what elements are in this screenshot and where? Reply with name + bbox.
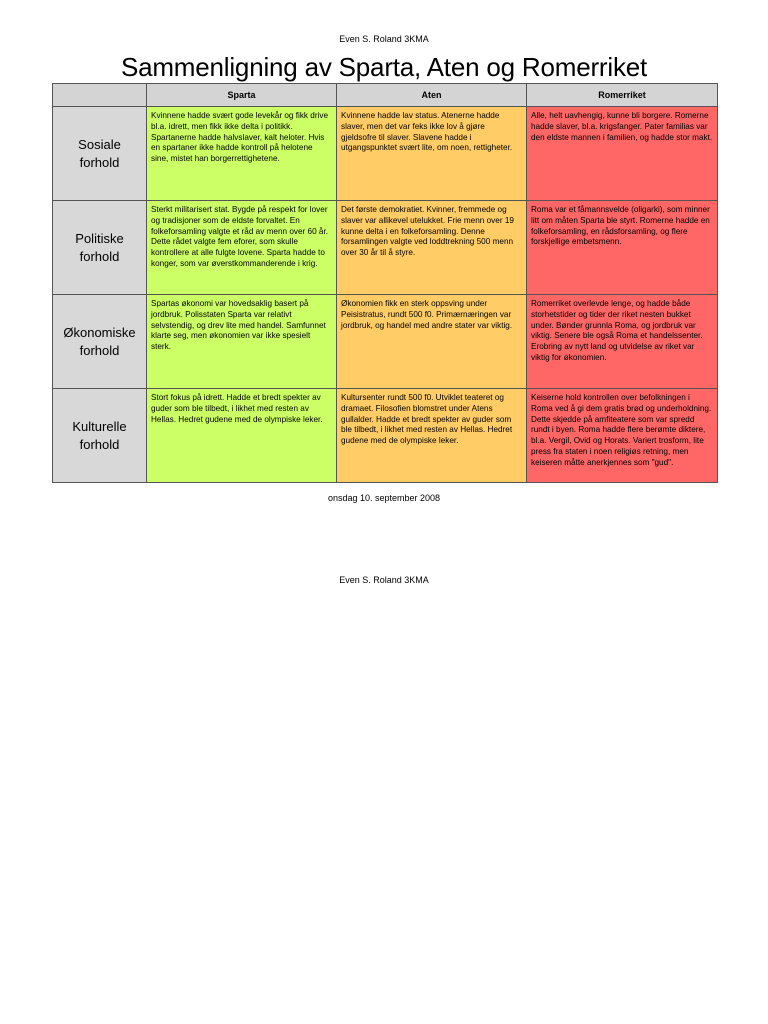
table-row-okonomiske [53,295,718,389]
column-header-aten: Aten [337,84,527,107]
row-label-politiske [53,201,147,295]
table-row-politiske [53,201,718,295]
row-label-line2: forhold [79,342,120,358]
table-row-sosiale [53,107,718,201]
column-header-romerriket: Romerriket [527,84,718,107]
cell-romerriket-sosiale: Alle, helt uavhengig, kunne bli borgere. Romerne hadde slaver, bl.a. krigsfanger. Pater familias var den eldste mannen i familien, og hadde stor makt. [527,107,718,201]
cell-sparta-okonomiske: Spartas økonomi var hovedsaklig basert på jordbruk. Polisstaten Sparta var relativt selvstendig, og drev lite med handel. Samfunnet klarte seg, men økonomien var ikke spesielt sterk. [147,295,337,389]
row-label-line2: forhold [79,436,120,452]
corner-cell [53,84,147,107]
row-label-sosiale [53,107,147,201]
row-label-line1: Kulturelle [72,418,127,434]
cell-sparta-sosiale: Kvinnene hadde svært gode levekår og fikk drive bl.a. idrett, men fikk ikke delta i politikk. Spartanerne hadde halvslaver, kalt heloter. Hvis en spartaner ikke hadde kontroll på helotene sine, mistet han borgerrettighetene. [147,107,337,201]
cell-aten-politiske: Det første demokratiet. Kvinner, fremmede og slaver var allikevel utelukket. Frie menn over 19 kunne delta i en folkeforsamling. Denne forsamlingen valgte ved loddtrekning 500 menn over 30 år til å styre. [337,201,527,295]
cell-sparta-politiske: Sterkt militarisert stat. Bygde på respekt for lover og tradisjoner som de eldste forvaltet. En folkeforsamling valgte et råd av menn over 60 år. Dette rådet valgte fem eforer, som skulle kontrollere at alle fulgte lovene. Sparta hadde to konger, som var øverstkommanderende i krig. [147,201,337,295]
comparison-table [52,83,718,483]
row-label-okonomiske [53,295,147,389]
column-header-sparta: Sparta [147,84,337,107]
row-label-line2: forhold [79,248,120,264]
cell-sparta-kulturelle: Stort fokus på idrett. Hadde et bredt spekter av guder som ble tilbedt, i likhet med resten av Hellas. Hedret gudene med de olympiske leker. [147,389,337,483]
table-row-kulturelle [53,389,718,483]
row-label-line1: Økonomiske [63,324,136,340]
footer-author: Even S. Roland 3KMA [339,575,429,585]
page-title: Sammenligning av Sparta, Aten og Romerriket [120,52,648,82]
cell-romerriket-politiske: Roma var et fåmannsvelde (oligarki), som minner litt om måten Sparta ble styrt. Romerne hadde en folkeforsamling, en rådsforsamling, og flere forskjellige embetsmenn. [527,201,718,295]
cell-aten-kulturelle: Kultursenter rundt 500 f0. Utviklet teateret og dramaet. Filosofien blomstret under Atens gullalder. Hadde et bredt spekter av guder som ble tilbedt, i likhet med resten av Hellas. Hedret gudene med de olympiske leker. [337,389,527,483]
row-label-line2: forhold [79,154,120,170]
cell-romerriket-kulturelle: Keiserne hold kontrollen over befolkningen i Roma ved å gi dem gratis brød og underholdning. Dette skjedde på amfiteatere som var spredd rundt i byen. Roma hadde flere berømte diktere, bl.a. Vergil, Ovid og Horats. Variert trosform, lite press fra staten i noen religiøs retning, men keiseren måtte anerkjennes som "gud". [527,389,718,483]
cell-romerriket-okonomiske: Romerriket overlevde lenge, og hadde både storhetstider og tider der riket nesten bukket under. Bønder grunnla Roma, og jordbruk var viktig. Senere ble også Roma et handelssenter. Erobring av nytt land og utvidelse av riket var viktig for økonomien. [527,295,718,389]
cell-aten-okonomiske: Økonomien fikk en sterk oppsving under Peisistratus, rundt 500 f0. Primærnæringen var jordbruk, og handel med andre stater var viktig. [337,295,527,389]
row-label-line1: Sosiale [78,136,121,152]
cell-aten-sosiale: Kvinnene hadde lav status. Atenerne hadde slaver, men det var feks ikke lov å gjøre gjeldsofre til slaver. Slavene hadde i utgangspunktet svært lite, om noen, rettigheter. [337,107,527,201]
row-label-line1: Politiske [75,230,124,246]
table-header-row [53,84,718,107]
row-label-kulturelle [53,389,147,483]
header-author: Even S. Roland 3KMA [339,34,429,44]
date-line: onsdag 10. september 2008 [327,493,441,503]
